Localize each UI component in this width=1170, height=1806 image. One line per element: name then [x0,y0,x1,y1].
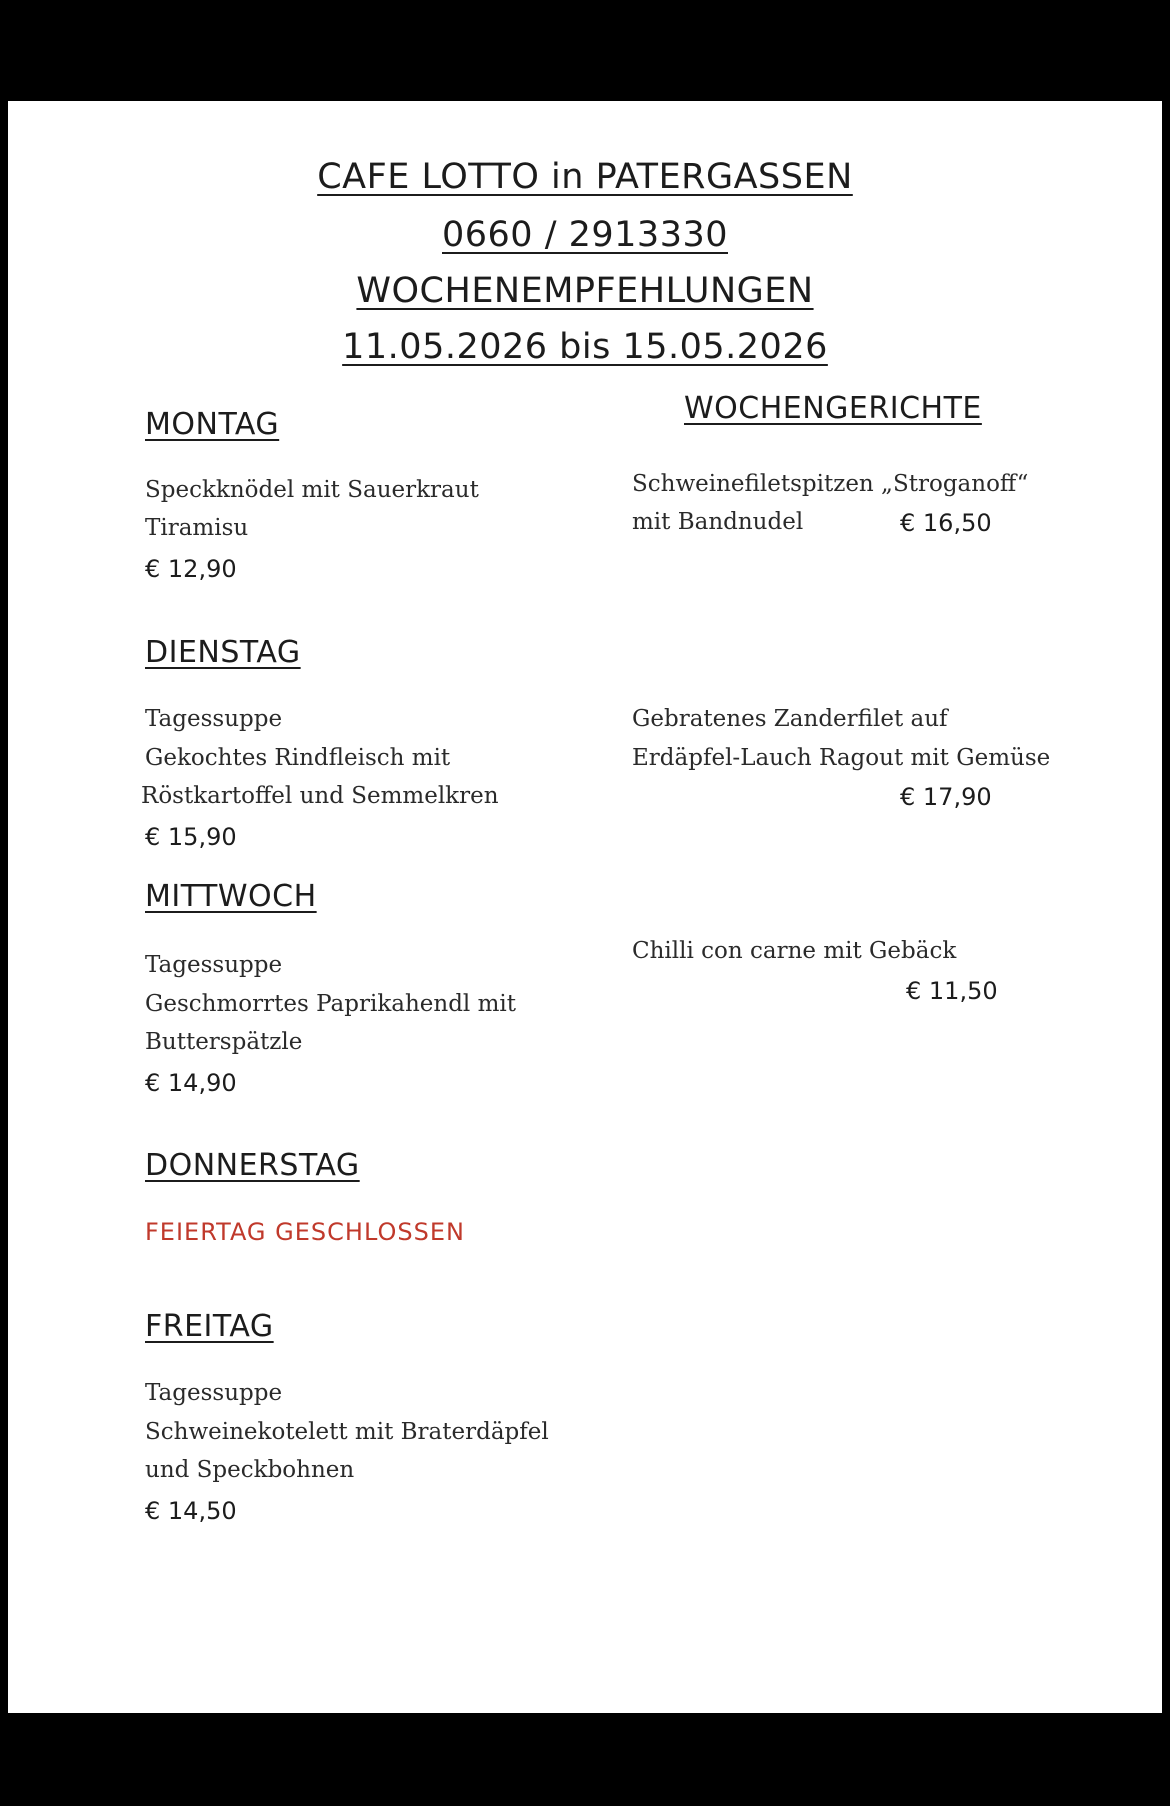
wednesday-dish-line: Tagessuppe [145,952,283,978]
friday-dish-line: und Speckbohnen [145,1457,355,1483]
weekly-dish-price: € 11,50 [906,977,998,1005]
tuesday-dish-line: Tagessuppe [145,706,283,732]
day-heading-monday: MONTAG [145,407,280,442]
weekly-dish-line: Schweinefiletspitzen „Stroganoff“ [632,471,1029,497]
tuesday-price: € 15,90 [145,823,237,851]
holiday-closed-note: FEIERTAG GESCHLOSSEN [145,1218,465,1246]
friday-dish-line: Tagessuppe [145,1380,283,1406]
weekly-dish-line: Chilli con carne mit Gebäck [632,938,957,964]
monday-dish-line: Tiramisu [145,515,249,541]
menu-sheet [8,101,1162,1713]
weekly-dishes-heading: WOCHENGERICHTE [684,391,982,426]
friday-dish-line: Schweinekotelett mit Braterdäpfel [145,1419,549,1445]
weekly-dish-price: € 16,50 [900,509,992,537]
monday-price: € 12,90 [145,555,237,583]
day-heading-wednesday: MITTWOCH [145,879,317,914]
day-heading-thursday: DONNERSTAG [145,1148,360,1183]
cafe-title: CAFE LOTTO in PATERGASSEN [317,157,853,197]
monday-dish-line: Speckknödel mit Sauerkraut [145,477,479,503]
wednesday-dish-line: Geschmorrtes Paprikahendl mit [145,991,517,1017]
tuesday-dish-line: Gekochtes Rindfleisch mit [145,745,451,771]
date-range: 11.05.2026 bis 15.05.2026 [342,327,828,367]
weekly-dish-line: Gebratenes Zanderfilet auf [632,706,948,732]
day-heading-tuesday: DIENSTAG [145,635,301,670]
day-heading-friday: FREITAG [145,1309,274,1344]
wednesday-dish-line: Butterspätzle [145,1029,303,1055]
wednesday-price: € 14,90 [145,1069,237,1097]
friday-price: € 14,50 [145,1497,237,1525]
weekly-dish-line: mit Bandnudel [632,509,804,535]
weekly-dish-price: € 17,90 [900,783,992,811]
weekly-dish-line: Erdäpfel-Lauch Ragout mit Gemüse [632,745,1051,771]
menu-subtitle: WOCHENEMPFEHLUNGEN [356,271,814,311]
phone-number: 0660 / 2913330 [442,215,728,255]
tuesday-dish-line: Röstkartoffel und Semmelkren [141,783,499,809]
